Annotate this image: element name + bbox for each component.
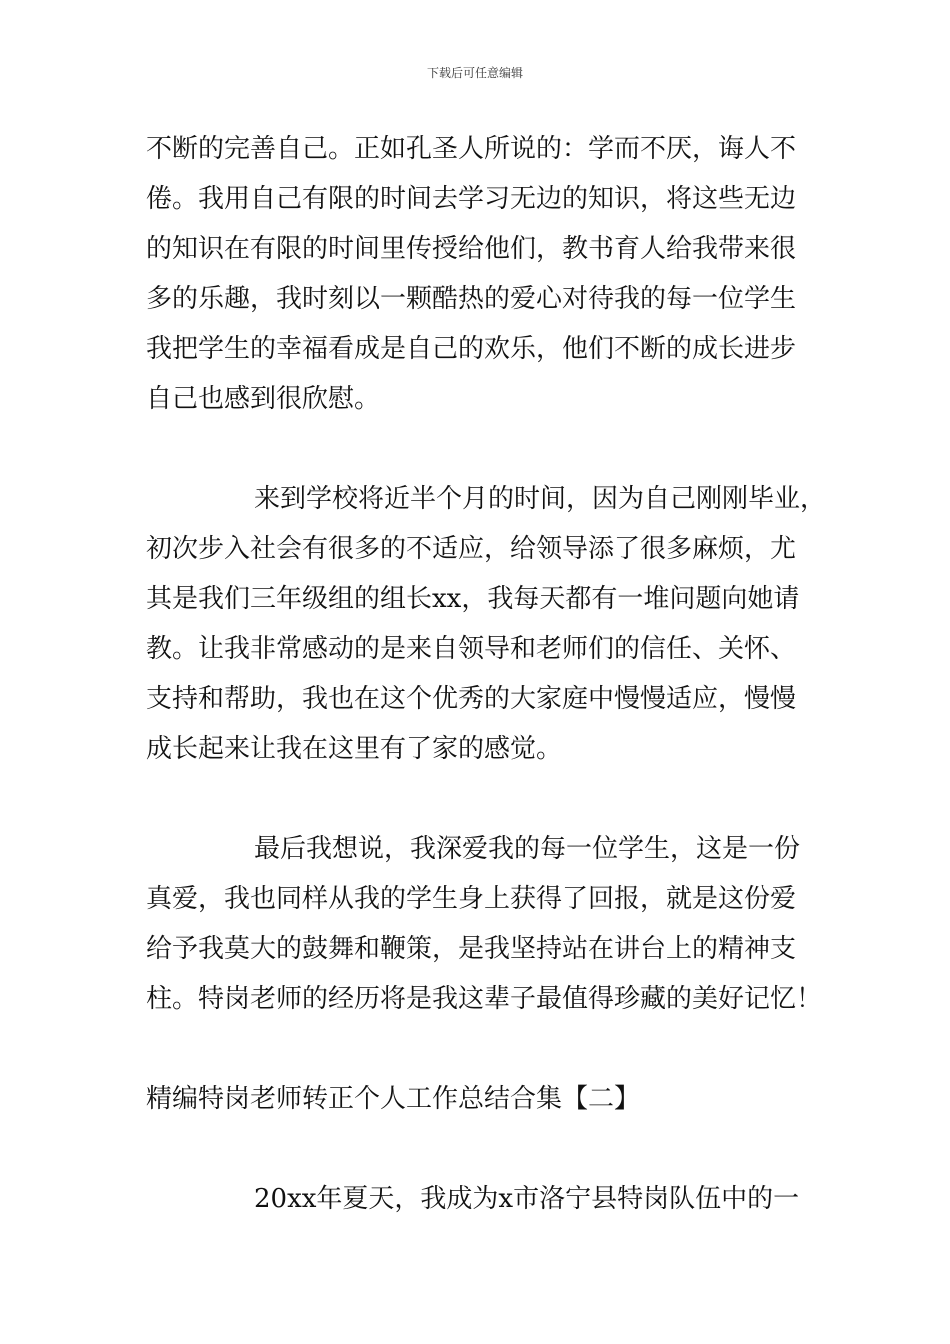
text-line: 给予我莫大的鼓舞和鞭策，是我坚持站在讲台上的精神支 — [146, 934, 797, 964]
text-line: 的知识在有限的时间里传授给他们，教书育人给我带来很 — [146, 234, 797, 264]
page-header: 下载后可任意编辑 — [426, 66, 523, 80]
section-heading — [146, 1074, 816, 1124]
text-line: 柱。特岗老师的经历将是我这辈子最值得珍藏的美好记忆！ — [146, 984, 823, 1014]
document-body — [146, 124, 827, 1224]
paragraph-gap — [146, 774, 816, 824]
paragraph-2 — [146, 474, 827, 774]
text-line: 真爱，我也同样从我的学生身上获得了回报，就是这份爱 — [146, 884, 797, 914]
text-line: 20xx年夏天，我成为x市洛宁县特岗队伍中的一 — [254, 1184, 800, 1214]
text-line: 倦。我用自己有限的时间去学习无边的知识，将这些无边 — [146, 184, 797, 214]
text-line: 初次步入社会有很多的不适应，给领导添了很多麻烦，尤 — [146, 534, 797, 564]
text-line: 不断的完善自己。正如孔圣人所说的：学而不厌，诲人不 — [146, 134, 797, 164]
text-line: 我把学生的幸福看成是自己的欢乐，他们不断的成长进步 — [146, 334, 797, 364]
text-line: 其是我们三年级组的组长xx，我每天都有一堆问题向她请 — [146, 584, 800, 614]
text-line: 教。让我非常感动的是来自领导和老师们的信任、关怀、 — [146, 634, 797, 664]
paragraph-gap — [146, 1024, 816, 1074]
heading-text: 精编特岗老师转正个人工作总结合集【二】 — [146, 1084, 641, 1114]
text-line: 来到学校将近半个月的时间，因为自己刚刚毕业， — [254, 484, 827, 514]
text-line: 最后我想说，我深爱我的每一位学生，这是一份 — [254, 834, 801, 864]
paragraph-4 — [146, 1174, 816, 1224]
text-line: 多的乐趣，我时刻以一颗酷热的爱心对待我的每一位学生 — [146, 284, 797, 314]
paragraph-gap — [146, 424, 816, 474]
paragraph-1 — [146, 124, 816, 424]
paragraph-gap — [146, 1124, 816, 1174]
text-line: 支持和帮助，我也在这个优秀的大家庭中慢慢适应，慢慢 — [146, 684, 797, 714]
text-line: 自己也感到很欣慰。 — [146, 384, 381, 414]
paragraph-3 — [146, 824, 823, 1024]
text-line: 成长起来让我在这里有了家的感觉。 — [146, 734, 563, 764]
